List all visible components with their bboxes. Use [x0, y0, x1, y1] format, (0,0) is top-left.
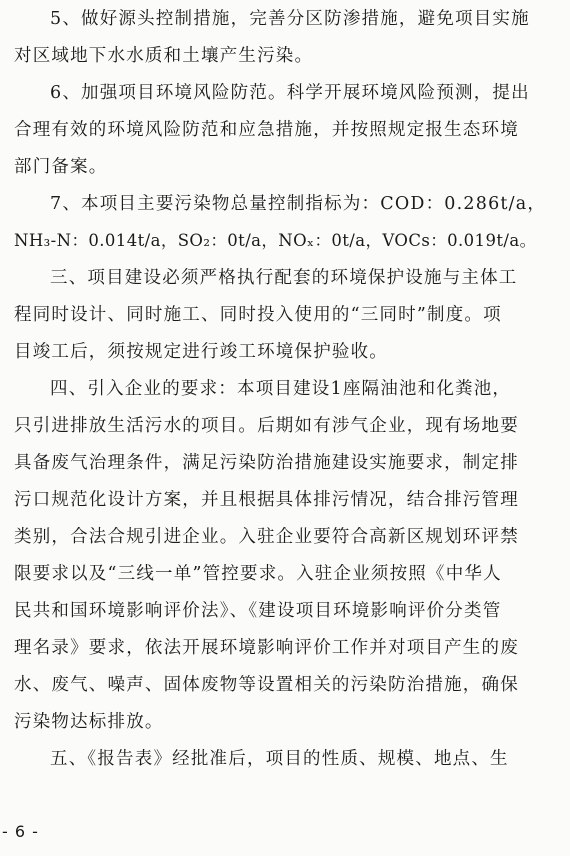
text-line: 限要求以及“三线一单”管控要求。入驻企业须按照《中华人 — [14, 564, 502, 584]
text-line: 水、废气、噪声、固体废物等设置相关的污染防治措施，确保 — [14, 675, 519, 695]
text-line: 5、做好源头控制措施，完善分区防渗措施，避免项目实施 — [50, 9, 530, 29]
text-line: 污口规范化设计方案，并且根据具体排污情况，结合排污管理 — [14, 490, 519, 510]
page-number: - 6 - — [2, 822, 39, 841]
section-5 — [14, 746, 556, 783]
paragraph-5 — [14, 6, 556, 80]
section-4 — [14, 376, 556, 746]
text-line: 6、加强项目环境风险防范。科学开展环境风险预测，提出 — [50, 83, 530, 103]
text-line: 类别，合法合规引进企业。入驻企业要符合高新区规划环评禁 — [14, 527, 519, 547]
text-line: 对区域地下水水质和土壤产生污染。 — [14, 46, 314, 66]
text-line: 三、项目建设必须严格执行配套的环境保护设施与主体工 — [50, 268, 518, 288]
text-line: 部门备案。 — [14, 157, 108, 177]
text-line: 合理有效的环境风险防范和应急措施，并按照规定报生态环境 — [14, 120, 519, 140]
text-line: 民共和国环境影响评价法》、《建设项目环境影响评价分类管 — [14, 601, 502, 621]
text-line: 四、引入企业的要求：本项目建设1座隔油池和化粪池， — [50, 379, 512, 399]
section-3 — [14, 265, 556, 376]
text-line: 污染物达标排放。 — [14, 712, 164, 732]
text-line: 7、本项目主要污染物总量控制指标为：COD：0.286t/a， — [50, 194, 547, 214]
text-line: 目竣工后，须按规定进行竣工环境保护验收。 — [14, 342, 388, 362]
paragraph-6 — [14, 80, 556, 191]
paragraph-7 — [14, 191, 556, 265]
text-line: 理名录》要求，依法开展环境影响评价工作并对项目产生的废 — [14, 638, 519, 658]
text-line: NH₃-N：0.014t/a，SO₂：0t/a，NOₓ：0t/a，VOCs：0.019t/a。 — [14, 231, 537, 250]
text-line: 只引进排放生活污水的项目。后期如有涉气企业，现有场地要 — [14, 416, 519, 436]
text-line: 程同时设计、同时施工、同时投入使用的“三同时”制度。项 — [14, 305, 502, 325]
text-line: 具备废气治理条件，满足污染防治措施建设实施要求，制定排 — [14, 453, 519, 473]
text-line: 五、《报告表》经批准后，项目的性质、规模、地点、生 — [50, 749, 509, 769]
